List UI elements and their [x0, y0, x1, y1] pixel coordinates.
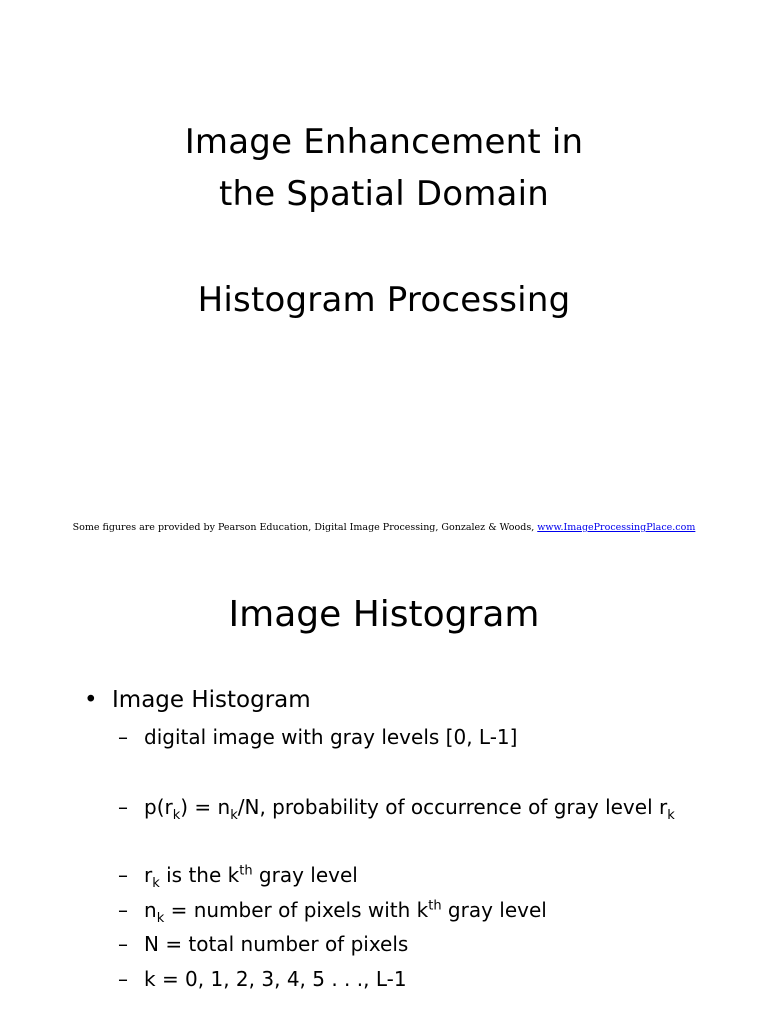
sub-item-5: [118, 929, 408, 959]
sub-text-6: k = 0, 1, 2, 3, 4, 5 . . ., L-1: [144, 967, 407, 991]
sub-text-3: $r_k$ is the $k^{th}$ gray level: [144, 863, 358, 891]
credit-line: [0, 522, 768, 533]
sub-text-2: $p(r_k) = n_k/N$, probability of occurrence of gray level $r_k$: [144, 795, 675, 823]
credit-text: Some figures are provided by Pearson Education, Digital Image Processing, Gonzalez & Woods,: [72, 522, 538, 533]
sub-text-5: N = total number of pixels: [144, 932, 409, 956]
sub-item-3: [118, 860, 358, 890]
slide-title-line-2: the Spatial Domain: [218, 174, 549, 214]
sub-item-6: [118, 964, 407, 994]
dash-icon: –: [118, 967, 128, 991]
slide-2-title: Image Histogram: [228, 594, 540, 635]
sub-text-1: digital image with gray levels [0, L-1]: [144, 725, 518, 749]
bullet-icon: •: [84, 687, 98, 713]
dash-icon: –: [118, 863, 128, 887]
bullet-item: [84, 684, 311, 716]
bullet-text: Image Histogram: [112, 687, 311, 713]
sub-item-2: [118, 792, 675, 822]
dash-icon: –: [118, 795, 128, 819]
slide-title-line-1: Image Enhancement in: [184, 122, 584, 162]
dash-icon: –: [118, 932, 128, 956]
dash-icon: –: [118, 725, 128, 749]
credit-link[interactable]: www.ImageProcessingPlace.com: [537, 522, 696, 533]
sub-item-1: [118, 722, 517, 752]
sub-item-4: [118, 895, 547, 925]
slide-subtitle: Histogram Processing: [197, 280, 571, 320]
sub-text-4: $n_k$ = number of pixels with $k^{th}$ gray level: [144, 898, 547, 926]
dash-icon: –: [118, 898, 128, 922]
